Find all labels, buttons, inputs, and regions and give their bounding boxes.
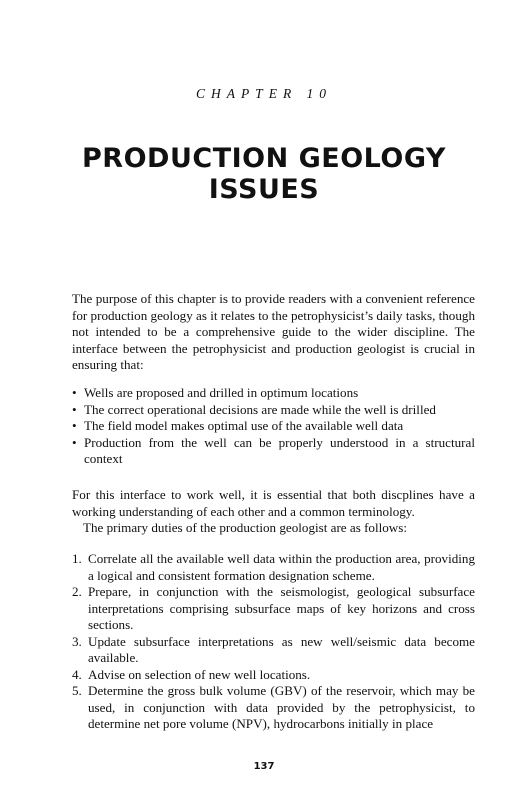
- bullet-item: • Wells are proposed and drilled in optimum locations: [72, 385, 475, 402]
- duty-text: Advise on selection of new well locations.: [88, 666, 311, 682]
- bullet-item: • The correct operational decisions are made while the well is drilled: [72, 402, 475, 419]
- duty-number: 1.: [72, 551, 82, 566]
- duty-item: [72, 634, 475, 667]
- paragraph-duties-intro: The primary duties of the production geologist are as follows:: [83, 520, 407, 535]
- duty-item: [72, 584, 475, 634]
- duty-text: Correlate all the available well data within the production area, providing a logical and consistent formation designation scheme.: [88, 551, 475, 583]
- bullet-item: • The field model makes optimal use of the available well data: [72, 418, 475, 435]
- duty-number: 3.: [72, 633, 82, 649]
- duties-list: [72, 551, 475, 733]
- duty-text: Prepare, in conjunction with the seismologist, geological subsurface interpretations comprising subsurface maps of key horizons and cross sections.: [88, 584, 475, 632]
- paragraph-interface: For this interface to work well, it is essential that both discplines have a working understanding of each other and a common terminology.: [72, 487, 475, 519]
- bullet-item: • Production from the well can be properly understood in a structural context: [72, 435, 475, 468]
- duty-item: [72, 667, 475, 684]
- chapter-label: CHAPTER 10: [195, 86, 333, 101]
- duty-text: Update subsurface interpretations as new well/seismic data become available.: [88, 633, 475, 665]
- chapter-title: [40, 143, 488, 205]
- duty-text: Determine the gross bulk volume (GBV) of the reservoir, which may be used, in conjunction with data provided by the petrophysicist, to determine net pore volume (NPV), hydrocarbons initially in place: [88, 683, 475, 731]
- chapter-title-line-1: PRODUCTION GEOLOGY: [82, 143, 446, 174]
- page-number: 137: [253, 761, 275, 772]
- duty-item: [72, 683, 475, 733]
- duty-number: 4.: [72, 666, 82, 682]
- bullet-list: [72, 385, 475, 468]
- duty-number: 5.: [72, 683, 82, 698]
- duty-item: [72, 551, 475, 584]
- chapter-title-line-2: ISSUES: [208, 174, 320, 205]
- duty-number: 2.: [72, 584, 82, 599]
- intro-paragraph: The purpose of this chapter is to provide readers with a convenient reference for production geology as it relates to the petrophysicist’s daily tasks, though not intended to be a comprehensive guide to the wider discipline. The interface between the petrophysicist and production geologist is crucial in ensuring that:: [72, 291, 475, 372]
